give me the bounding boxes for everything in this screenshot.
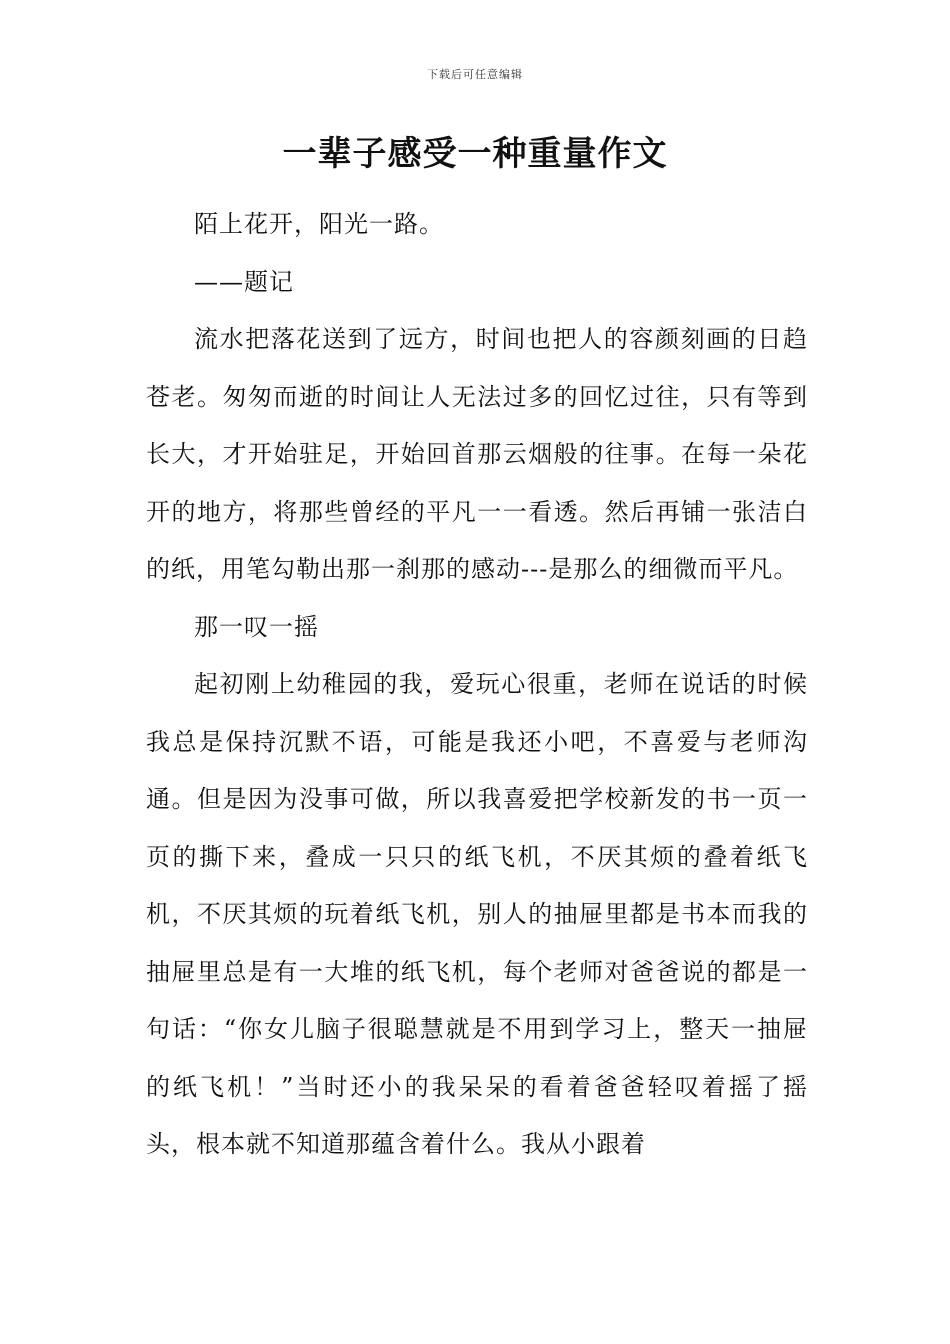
paragraph-epigraph-attribution: ——题记 (194, 267, 294, 296)
paragraph-story: 起初刚上幼稚园的我，爱玩心很重，老师在说话的时候我总是保持沉默不语，可能是我还小吧，不喜爱与老师沟通。但是因为没事可做，所以我喜爱把学校新发的书一页一页的撕下来，叠成一只只的纸飞机，不厌其烦的叠着纸飞机，不厌其烦的玩着纸飞机，别人的抽屉里都是书本而我的抽屉里总是有一大堆的纸飞机，每个老师对爸爸说的都是一句话：“你女儿脑子很聪慧就是不用到学习上，整天一抽屉的纸飞机！”当时还小的我呆呆的看着爸爸轻叹着摇了摇头，根本就不知道那蕴含着什么。我从小跟着 (146, 670, 808, 1158)
paragraph-epigraph: 陌上花开，阳光一路。 (194, 210, 444, 238)
section-heading: 那一叹一摇 (194, 612, 319, 641)
paragraph-intro: 流水把落花送到了远方，时间也把人的容颜刻画的日趋苍老。匆匆而逝的时间让人无法过多的回忆过往，只有等到长大，才开始驻足，开始回首那云烟般的往事。在每一朵花开的地方，将那些曾经的平凡一一看透。然后再铺一张洁白的纸，用笔勾勒出那一刹那的感动---是那么的细微而平凡。 (146, 325, 808, 583)
document-title: 一辈子感受一种重量作文 (282, 134, 668, 174)
page-header-note: 下载后可任意编辑 (427, 68, 523, 81)
document-body (146, 196, 808, 1174)
